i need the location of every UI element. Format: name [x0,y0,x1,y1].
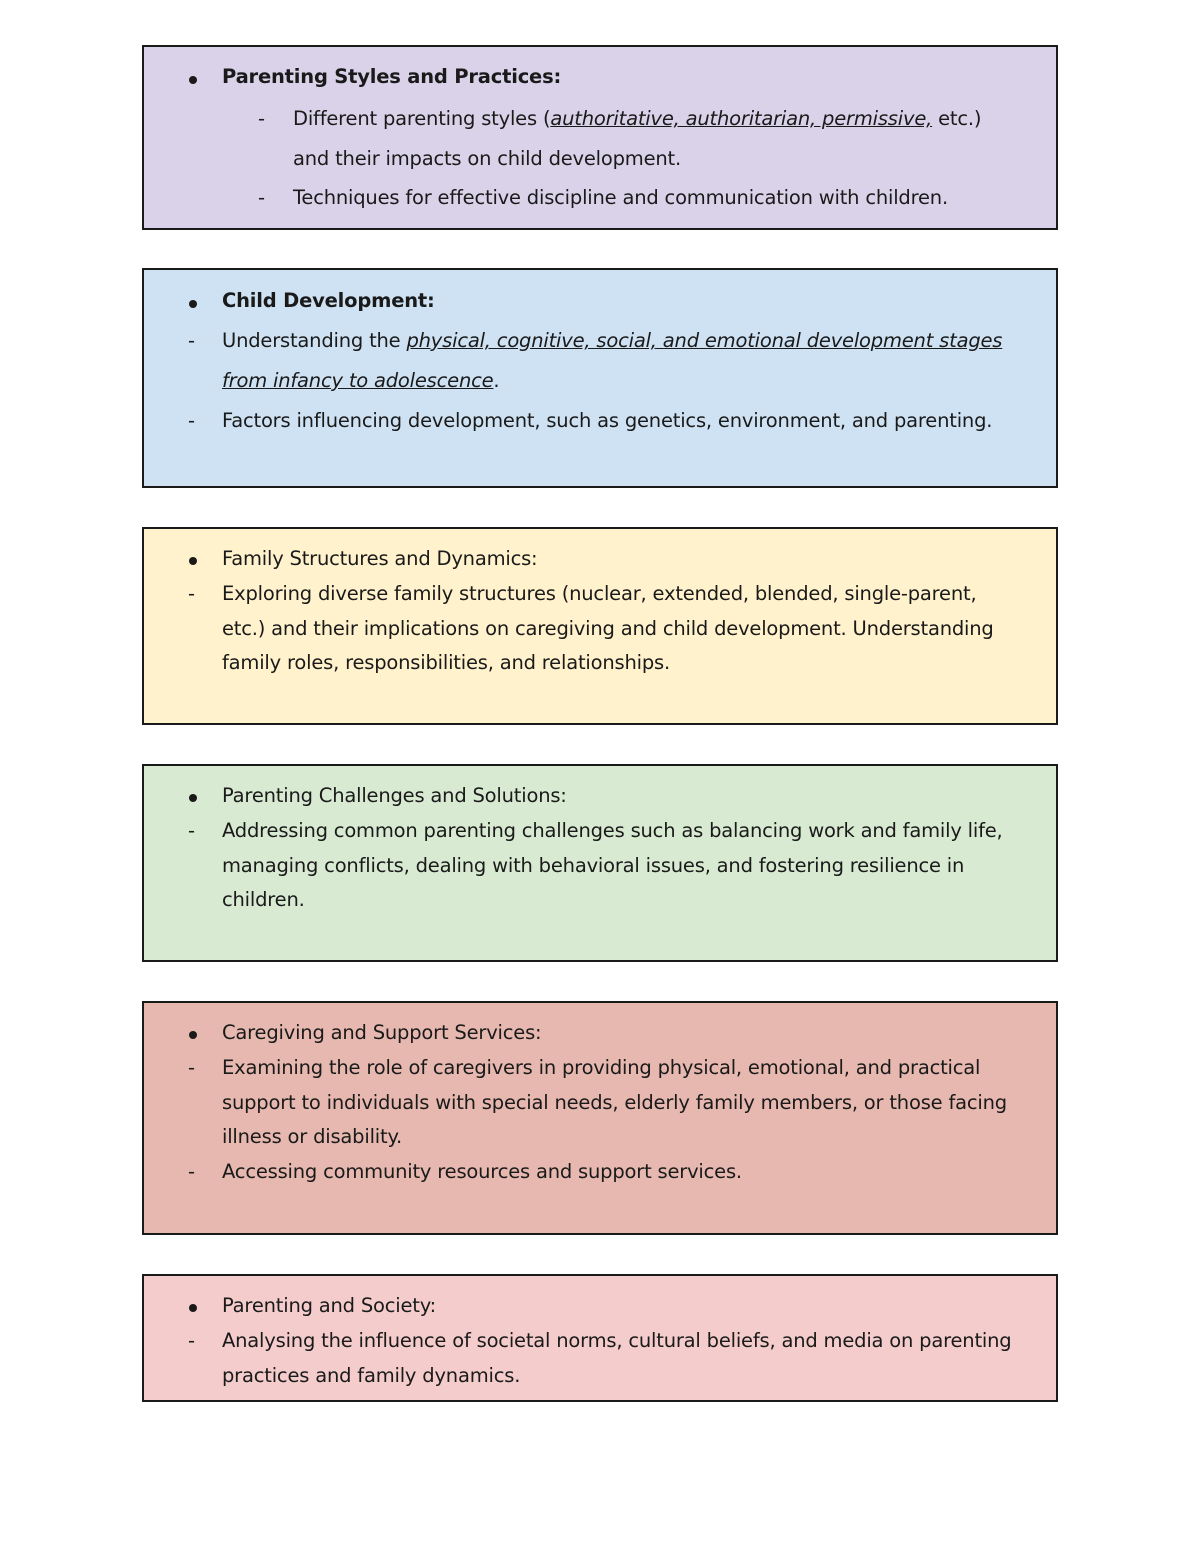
dash-marker: - [258,107,266,130]
bullet-icon [189,76,197,84]
underlined-text: from infancy to adolescence [222,369,494,392]
dash-marker: - [188,1329,196,1352]
list-item: Analysing the influence of societal norms, cultural beliefs, and media on parenting [222,1329,1012,1352]
list-item: Addressing common parenting challenges such as balancing work and family life, [222,819,1003,842]
section-heading: Child Development: [222,289,435,312]
list-item-continuation: practices and family dynamics. [222,1364,521,1387]
underlined-text: physical, cognitive, social, and emotional development stages [406,329,1003,352]
list-item: Understanding the physical, cognitive, social, and emotional development stages [222,329,1003,352]
list-item-continuation: support to individuals with special needs, elderly family members, or those facing [222,1091,1007,1114]
list-item-continuation: illness or disability. [222,1125,403,1148]
list-item: Different parenting styles (authoritative, authoritarian, permissive, etc.) [293,107,982,130]
section-parenting-challenges [142,764,1058,962]
bullet-icon [189,1304,197,1312]
list-item-continuation: family roles, responsibilities, and relationships. [222,651,670,674]
section-caregiving-support [142,1001,1058,1235]
dash-marker: - [188,819,196,842]
section-parenting-styles [142,45,1058,230]
underlined-text: authoritative, authoritarian, permissive, [550,107,933,130]
section-heading: Parenting and Society: [222,1294,437,1317]
dash-marker: - [188,582,196,605]
bullet-icon [189,557,197,565]
section-parenting-society [142,1274,1058,1402]
list-item: Exploring diverse family structures (nuclear, extended, blended, single-parent, [222,582,977,605]
section-heading: Parenting Styles and Practices: [222,65,562,88]
bullet-icon [189,794,197,802]
list-item-continuation: etc.) and their implications on caregiving and child development. Understanding [222,617,994,640]
list-item-continuation: from infancy to adolescence. [222,369,500,392]
list-item: Examining the role of caregivers in providing physical, emotional, and practical [222,1056,981,1079]
list-item: Techniques for effective discipline and communication with children. [293,186,948,209]
dash-marker: - [188,1160,196,1183]
section-heading: Family Structures and Dynamics: [222,547,538,570]
section-heading: Caregiving and Support Services: [222,1021,542,1044]
list-item: Accessing community resources and support services. [222,1160,742,1183]
list-item-continuation: children. [222,888,305,911]
section-heading: Parenting Challenges and Solutions: [222,784,567,807]
list-item-continuation: managing conflicts, dealing with behavioral issues, and fostering resilience in [222,854,965,877]
bullet-icon [189,1031,197,1039]
dash-marker: - [188,329,196,352]
section-child-development [142,268,1058,488]
list-item: Factors influencing development, such as genetics, environment, and parenting. [222,409,993,432]
bullet-icon [189,300,197,308]
dash-marker: - [188,1056,196,1079]
dash-marker: - [258,186,266,209]
section-family-structures [142,527,1058,725]
list-item-continuation: and their impacts on child development. [293,147,681,170]
dash-marker: - [188,409,196,432]
